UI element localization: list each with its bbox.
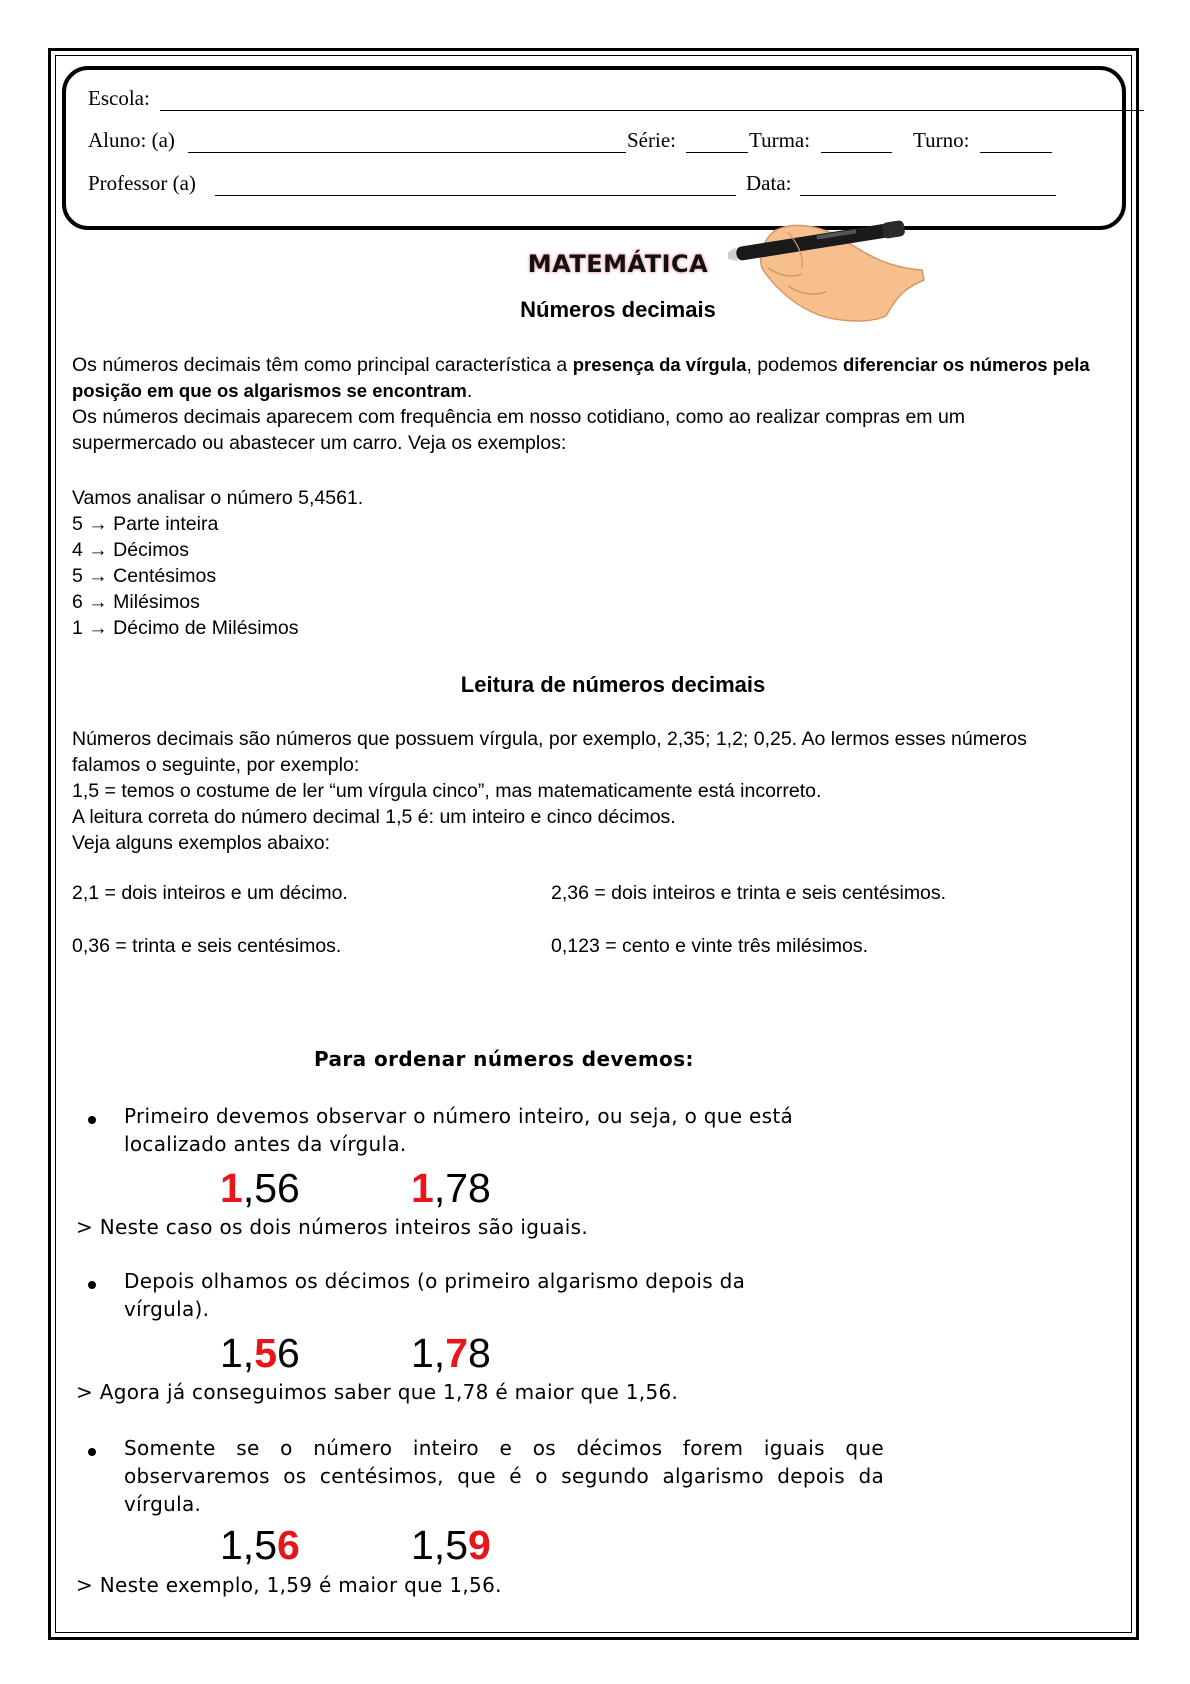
professor-field[interactable] bbox=[215, 195, 736, 196]
turma-label: Turma: bbox=[749, 128, 811, 152]
example-number-1a bbox=[220, 1165, 300, 1212]
bullet-dot bbox=[88, 1281, 96, 1289]
intro-line-3: Os números decimais aparecem com frequência em nosso cotidiano, como ao realizar compras em um bbox=[72, 406, 966, 428]
intro-bold-2: posição em que os algarismos se encontram bbox=[72, 380, 467, 401]
example-number-3b bbox=[411, 1522, 491, 1569]
number-rest: ,56 bbox=[242, 1165, 300, 1211]
bullet-1-line-1: Primeiro devemos observar o número inteiro, ou seja, o que está bbox=[124, 1104, 794, 1128]
serie-field[interactable] bbox=[686, 152, 748, 153]
analysis-intro: Vamos analisar o número 5,4561. bbox=[72, 487, 364, 509]
highlight-digit: 6 bbox=[277, 1522, 300, 1568]
ordering-bullet-2 bbox=[124, 1267, 745, 1323]
intro-bold-b: presença da vírgula bbox=[572, 354, 747, 375]
example-number-1b bbox=[411, 1165, 491, 1212]
ordering-note-2: > Agora já conseguimos saber que 1,78 é maior que 1,56. bbox=[76, 1380, 679, 1404]
data-field[interactable] bbox=[800, 195, 1056, 196]
professor-label: Professor (a) bbox=[88, 171, 196, 195]
analysis-item: 4 → Décimos bbox=[72, 539, 190, 561]
aluno-field[interactable] bbox=[188, 152, 626, 153]
serie-label: Série: bbox=[627, 128, 676, 152]
ordering-section-title: Para ordenar números devemos: bbox=[314, 1047, 694, 1071]
highlight-digit: 7 bbox=[445, 1330, 469, 1376]
reading-example: 2,1 = dois inteiros e um décimo. bbox=[72, 882, 348, 904]
turno-field[interactable] bbox=[980, 152, 1052, 153]
reading-line-5: Veja alguns exemplos abaixo: bbox=[72, 832, 331, 854]
highlight-digit: 1 bbox=[411, 1165, 434, 1211]
number-suffix: 6 bbox=[277, 1330, 300, 1376]
reading-line-1: Números decimais são números que possuem vírgula, por exemplo, 2,35; 1,2; 0,25. Ao lermos esses números bbox=[72, 728, 1027, 750]
highlight-digit: 5 bbox=[254, 1330, 278, 1376]
ordering-note-1: > Neste caso os dois números inteiros são iguais. bbox=[76, 1215, 589, 1239]
example-number-3a bbox=[220, 1522, 300, 1569]
escola-label: Escola: bbox=[88, 86, 150, 110]
ordering-bullet-1 bbox=[124, 1102, 793, 1158]
number-prefix: 1,5 bbox=[220, 1522, 277, 1568]
escola-field[interactable] bbox=[160, 110, 1144, 111]
reading-example: 2,36 = dois inteiros e trinta e seis centésimos. bbox=[551, 882, 947, 904]
example-number-2a bbox=[220, 1330, 300, 1377]
aluno-label: Aluno: (a) bbox=[88, 128, 175, 152]
highlight-digit: 9 bbox=[468, 1522, 491, 1568]
bullet-dot bbox=[88, 1116, 96, 1124]
ordering-bullet-3 bbox=[124, 1434, 884, 1518]
bullet-3-line-2: observaremos os centésimos, que é o segundo algarismo depois da bbox=[124, 1464, 884, 1488]
analysis-item: 6 → Milésimos bbox=[72, 591, 200, 613]
bullet-2-line-2: vírgula). bbox=[124, 1297, 210, 1321]
bullet-1-line-2: localizado antes da vírgula. bbox=[124, 1132, 407, 1156]
number-prefix: 1, bbox=[220, 1330, 255, 1376]
number-prefix: 1, bbox=[411, 1330, 446, 1376]
page-subtitle: Números decimais bbox=[520, 297, 716, 322]
bullet-dot bbox=[88, 1448, 96, 1456]
intro-line-4: supermercado ou abastecer um carro. Veja os exemplos: bbox=[72, 432, 567, 454]
ordering-note-3: > Neste exemplo, 1,59 é maior que 1,56. bbox=[76, 1573, 502, 1597]
reading-line-2: falamos o seguinte, por exemplo: bbox=[72, 754, 360, 776]
turno-label: Turno: bbox=[913, 128, 970, 152]
bullet-3-line-1: Somente se o número inteiro e os décimos forem iguais que bbox=[124, 1436, 884, 1460]
reading-example: 0,123 = cento e vinte três milésimos. bbox=[551, 935, 869, 957]
page-title: MATEMÁTICA bbox=[527, 250, 709, 278]
intro-line-2 bbox=[72, 378, 472, 404]
intro-text-a: Os números decimais têm como principal característica a bbox=[72, 354, 573, 376]
example-number-2b bbox=[411, 1330, 491, 1377]
bullet-3-line-3: vírgula. bbox=[124, 1492, 202, 1516]
intro-period: . bbox=[466, 380, 473, 402]
number-suffix: 8 bbox=[468, 1330, 491, 1376]
reading-line-4: A leitura correta do número decimal 1,5 é: um inteiro e cinco décimos. bbox=[72, 806, 676, 828]
analysis-item: 5 → Parte inteira bbox=[72, 513, 219, 535]
reading-section-title: Leitura de números decimais bbox=[460, 672, 766, 697]
bullet-2-line-1: Depois olhamos os décimos (o primeiro algarismo depois da bbox=[124, 1269, 746, 1293]
reading-line-3: 1,5 = temos o costume de ler “um vírgula cinco”, mas matematicamente está incorreto. bbox=[72, 780, 822, 802]
intro-bold-d: diferenciar os números pela bbox=[842, 354, 1090, 375]
number-rest: ,78 bbox=[433, 1165, 491, 1211]
analysis-item: 1 → Décimo de Milésimos bbox=[72, 617, 299, 639]
turma-field[interactable] bbox=[821, 152, 892, 153]
reading-example: 0,36 = trinta e seis centésimos. bbox=[72, 935, 342, 957]
intro-line-1 bbox=[72, 352, 1090, 378]
analysis-item: 5 → Centésimos bbox=[72, 565, 217, 587]
number-prefix: 1,5 bbox=[411, 1522, 468, 1568]
intro-text-c: , podemos bbox=[746, 354, 843, 376]
highlight-digit: 1 bbox=[220, 1165, 243, 1211]
data-label: Data: bbox=[746, 171, 792, 195]
